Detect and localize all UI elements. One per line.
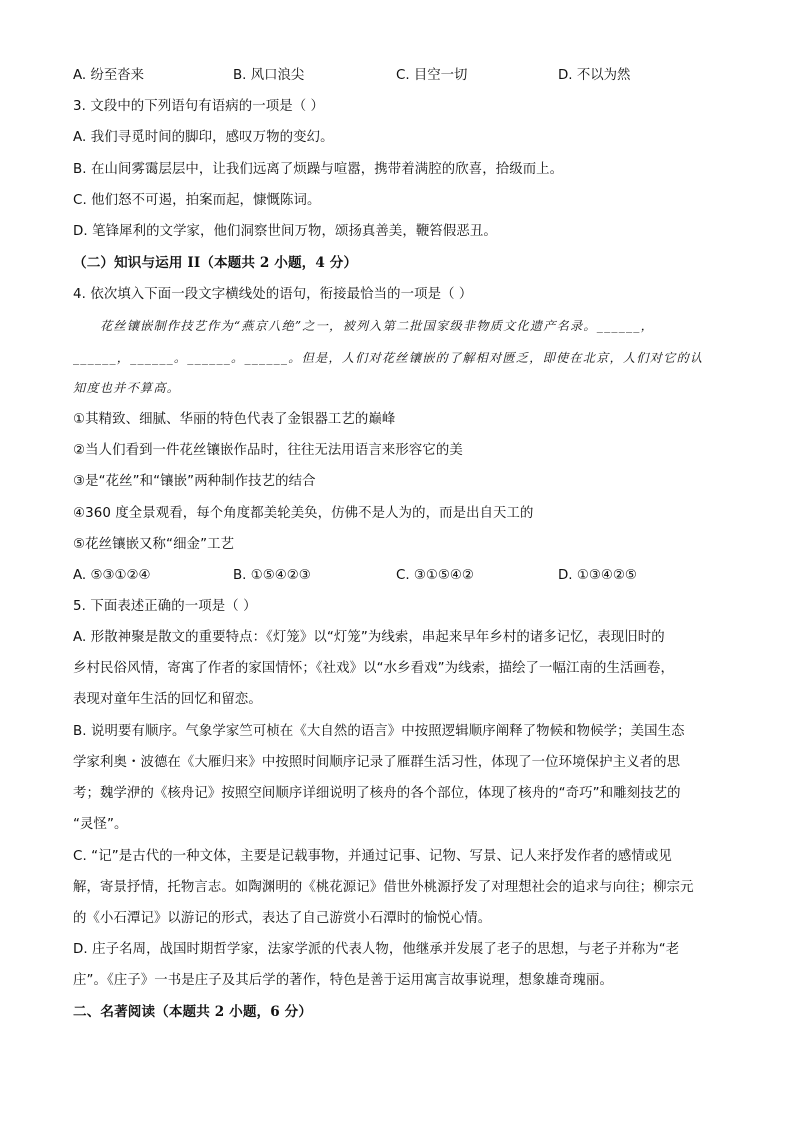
q4-sentence-1: ①其精致、细腻、华丽的特色代表了金银器工艺的巅峰 <box>73 412 396 427</box>
section-heading-2: 二、名著阅读（本题共 2 小题，6 分） <box>73 1004 313 1020</box>
q4-passage-line-3: 知度也并不算高。 <box>73 381 181 395</box>
q3-option-b: B. 在山间雾霭层层中，让我们远离了烦躁与喧嚣，携带着满腔的欣喜，拾级而上。 <box>73 162 564 177</box>
q4-passage-line-2: ______，______。______。______。但是，人们对花丝镶嵌的了解相对匮乏，即使在北京，人们对它的认 <box>73 351 704 365</box>
q2-option-c: C. 目空一切 <box>396 68 468 83</box>
q4-stem: 4. 依次填入下面一段文字横线处的语句，衔接最恰当的一项是（ ） <box>73 287 473 302</box>
q4-sentence-2: ②当人们看到一件花丝镶嵌作品时，往往无法用语言来形容它的美 <box>73 443 463 458</box>
q3-option-d: D. 笔锋犀利的文学家，他们洞察世间万物，颂扬真善美，鞭笞假恶丑。 <box>73 224 497 239</box>
q5-option-a-line-2: 乡村民俗风情，寄寓了作者的家国情怀；《社戏》以“水乡看戏”为线索，描绘了一幅江南的生活画卷， <box>73 661 674 676</box>
q5-option-c-line-3: 的《小石潭记》以游记的形式，表达了自己游赏小石潭时的愉悦心情。 <box>73 911 492 926</box>
q4-passage-line-1: 花丝镶嵌制作技艺作为“燕京八绝”之一，被列入第二批国家级非物质文化遗产名录。______， <box>100 319 654 333</box>
q4-option-d: D. ①③④②⑤ <box>558 568 637 583</box>
q4-option-b: B. ①⑤④②③ <box>233 568 311 583</box>
q4-sentence-4: ④360 度全景观看，每个角度都美轮美奂，仿佛不是人为的，而是出自天工的 <box>73 506 534 521</box>
q5-option-b-line-2: 学家利奥・波德在《大雁归来》中按照时间顺序记录了雁群生活习性，体现了一位环境保护主义者的思 <box>73 755 681 770</box>
q5-option-c-line-1: C. “记”是古代的一种文体，主要是记载事物，并通过记事、记物、写景、记人来抒发作者的感情或见 <box>73 849 672 864</box>
q5-option-b-line-3: 考；魏学洢的《核舟记》按照空间顺序详细说明了核舟的各个部位，体现了核舟的“奇巧”和雕刻技艺的 <box>73 786 681 801</box>
q5-stem: 5. 下面表述正确的一项是（ ） <box>73 599 257 614</box>
q4-option-c: C. ③①⑤④② <box>396 568 474 583</box>
q2-option-a: A. 纷至沓来 <box>73 68 144 83</box>
q3-option-a: A. 我们寻觅时间的脚印，感叹万物的变幻。 <box>73 130 334 145</box>
q5-option-a-line-3: 表现对童年生活的回忆和留恋。 <box>73 692 262 707</box>
q4-sentence-5: ⑤花丝镶嵌又称“细金”工艺 <box>73 537 235 552</box>
q5-option-c-line-2: 解，寄景抒情，托物言志。如陶渊明的《桃花源记》借世外桃源抒发了对理想社会的追求与向往；柳宗元 <box>73 880 694 895</box>
q2-option-d: D. 不以为然 <box>558 68 631 83</box>
q4-option-a: A. ⑤③①②④ <box>73 568 151 583</box>
section-heading-2-2: （二）知识与运用 II（本题共 2 小题，4 分） <box>73 255 358 271</box>
q4-sentence-3: ③是“花丝”和“镶嵌”两种制作技艺的结合 <box>73 474 316 489</box>
q5-option-a-line-1: A. 形散神聚是散文的重要特点：《灯笼》以“灯笼”为线索，串起来早年乡村的诸多记忆，表现旧时的 <box>73 630 665 645</box>
q3-stem: 3. 文段中的下列语句有语病的一项是（ ） <box>73 99 325 114</box>
q5-option-d-line-2: 庄”。《庄子》一书是庄子及其后学的著作，特色是善于运用寓言故事说理，想象雄奇瑰丽。 <box>73 973 613 988</box>
q5-option-b-line-4: “灵怪”。 <box>73 817 128 832</box>
q5-option-b-line-1: B. 说明要有顺序。气象学家竺可桢在《大自然的语言》中按照逻辑顺序阐释了物候和物候学；美国生态 <box>73 724 685 739</box>
q5-option-d-line-1: D. 庄子名周，战国时期哲学家，法家学派的代表人物，他继承并发展了老子的思想，与老子并称为“老 <box>73 942 680 957</box>
q3-option-c: C. 他们怒不可遏，拍案而起，慷慨陈词。 <box>73 193 321 208</box>
q2-option-b: B. 风口浪尖 <box>233 68 305 83</box>
